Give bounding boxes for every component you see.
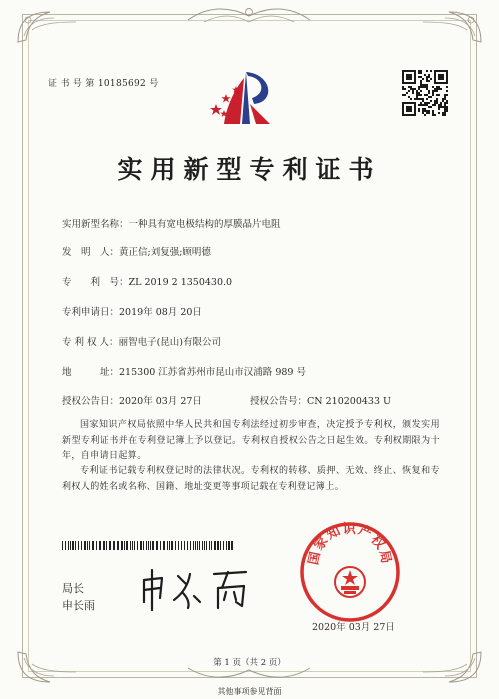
certificate-title: 实用新型专利证书 [117, 155, 382, 184]
field-label: 授权公告号： [250, 396, 308, 407]
footer-note: 其他事项参见背面 [217, 687, 282, 696]
legal-paragraph-1: 国家知识产权局依照中华人民共和国专利法经过初步审查，决定授予专利权，颁发实用新型专利证书并在专利登记簿上予以登记。专利权自授权公告之日起生效。专利权期限为十年，自申请日起算。 [62, 420, 440, 461]
field-inventor [62, 244, 211, 258]
legal-paragraph-2: 专利证书记载专利权登记时的法律状况。专利权的转移、质押、无效、终止、恢复和专利权人的姓名或名称、国籍、地址变更等事项记载在专利登记簿上。 [62, 466, 440, 492]
field-label: 实用新型名称： [62, 219, 129, 230]
qr-code [402, 70, 448, 116]
seal-date: 2020年 03月 27日 [312, 622, 395, 633]
field-value: 一种具有宽电极结构的厚膜晶片电阻 [128, 219, 281, 230]
ornament-top-center [184, 2, 314, 28]
field-label: 专利申请日： [62, 307, 120, 318]
ornament-top-right [415, 6, 485, 46]
cnipa-logo [210, 70, 290, 128]
page-number: 第 1 页（共 2 页） [213, 658, 286, 668]
field-grant-date [62, 393, 202, 407]
field-value: ZL 2019 2 1350430.0 [128, 277, 233, 288]
ornament-bottom-right [415, 648, 485, 688]
field-grant-number [250, 393, 391, 407]
director-name: 申长雨 [62, 599, 95, 612]
certificate-number-value: 10185692 号 [97, 79, 159, 89]
field-label: 专 利 权 人： [62, 337, 119, 348]
certificate-number-label: 证 书 号 第 [48, 79, 95, 89]
barcode [62, 541, 234, 550]
field-value: CN 210200433 U [307, 396, 392, 407]
field-value: 丽智电子(昆山)有限公司 [118, 337, 221, 348]
ornament-top-left [14, 6, 84, 46]
director-signature [138, 566, 258, 614]
field-value: 2019年 08月 20日 [119, 307, 202, 318]
official-seal [298, 520, 402, 624]
field-patent-number [62, 274, 232, 288]
director-title: 局长 [62, 582, 84, 595]
field-value: 2020年 03月 27日 [119, 396, 202, 407]
field-filing-date [62, 304, 202, 318]
field-label: 地 址： [62, 367, 120, 378]
field-patentee [62, 334, 221, 348]
field-label: 授权公告日： [62, 396, 120, 407]
field-value: 黄正信;刘复强;顾明德 [119, 247, 211, 258]
field-address [62, 364, 306, 378]
field-label: 发 明 人： [62, 247, 120, 258]
national-emblem-icon [335, 567, 365, 597]
seal-text: 国家知识产权局 [306, 521, 394, 567]
field-utility-model-name [62, 216, 281, 230]
field-value: 215300 江苏省苏州市昆山市汉浦路 989 号 [119, 367, 306, 378]
certificate-number [48, 76, 159, 89]
ornament-bottom-left [14, 648, 84, 688]
field-label: 专 利 号： [62, 277, 129, 288]
